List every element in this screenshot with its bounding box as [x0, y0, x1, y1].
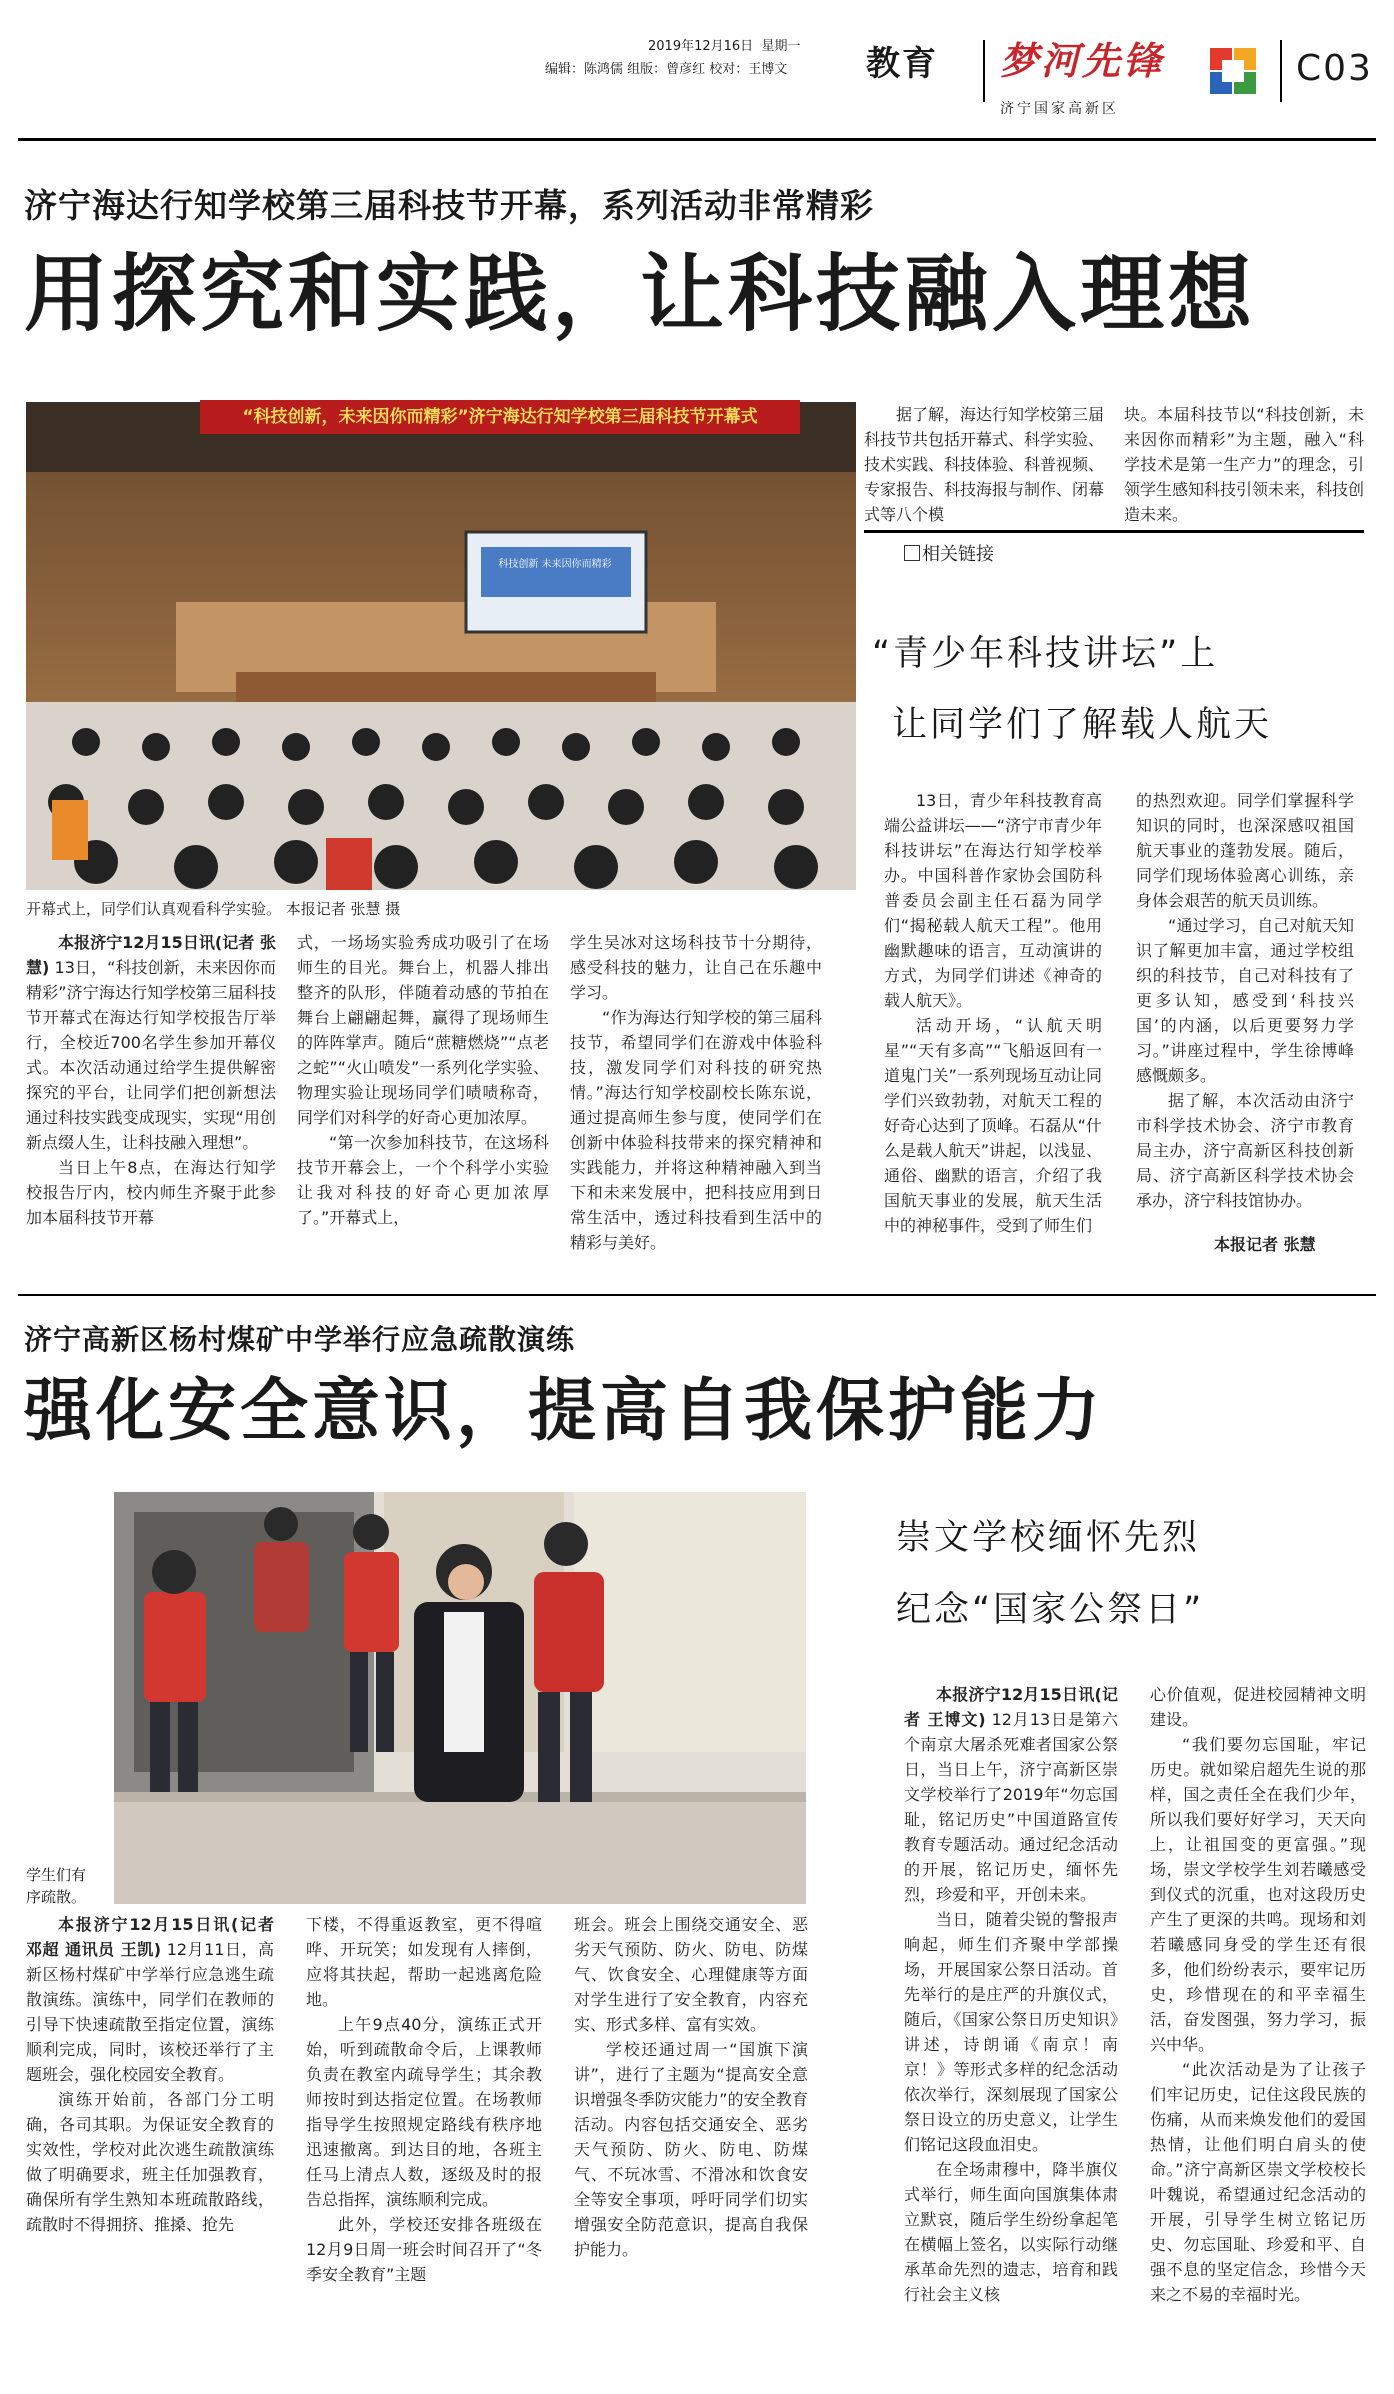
article1-col2: [297, 930, 549, 1230]
masthead-staff: 编辑：陈鸿儒 组版：曾彦红 校对：王博文: [545, 62, 788, 77]
article1-col1: [26, 930, 276, 1230]
paragraph: “此次活动是为了让孩子们牢记历史，记住这段民族的伤痛，从而来焕发他们的爱国热情，让他们明白肩头的使命。”济宁高新区崇文学校校长叶魏说，希望通过纪念活动的开展，引导学生树立铭记历史、勿忘国耻、珍爱和平、自强不息的坚定信念，珍惜今天来之不易的幸福时光。: [1150, 2060, 1366, 2304]
article1-screen-text: 科技创新 未来因你而精彩: [498, 559, 612, 570]
section-divider: [18, 1294, 1376, 1296]
masthead-rule: [18, 138, 1376, 141]
paragraph: 学校还通过周一“国旗下演讲”，进行了主题为“提高安全意识增强冬季防灾能力”的安全教育活动。内容包括交通安全、恶劣天气预防、防火、防电、防煤气、不玩冰雪、不滑冰和饮食安全等安全事项，呼吁同学们切实增强安全防范意识，提高自我保护能力。: [574, 2040, 808, 2259]
article3-title-1: 崇文学校缅怀先烈: [896, 1518, 1201, 1558]
paragraph: “我们要勿忘国耻，牢记历史。就如梁启超先生说的那样，国之责任全在我们少年，所以我们要好好学习，天天向上，让祖国变的更富强。”现场，崇文学校学生刘若曦感受到仪式的沉重，也对这段历史产生了更深的共鸣。现场和刘若曦感同身受的学生还有很多，他们纷纷表示，要牢记历史，珍惜现在的和平幸福生活，奋发图强，努力学习，振兴中华。: [1150, 1735, 1366, 2054]
paragraph: “第一次参加科技节，在这场科技节开幕会上，一个个科学小实验让我对科技的好奇心更加浓厚了。”开幕式上，: [297, 1133, 549, 1227]
document-icon: [904, 545, 920, 561]
paragraph: 块。本届科技节以“科技创新，未来因你而精彩”为主题，融入“科学技术是第一生产力”的理念，引领学生感知科技引领未来，科技创造未来。: [1124, 405, 1365, 524]
article3-col1: [904, 1682, 1118, 2307]
paragraph: 的热烈欢迎。同学们掌握科学知识的同时，也深深感叹祖国航天事业的蓬勃发展。随后，同学们现场体验离心训练，亲身体会艰苦的航天员训练。: [1136, 791, 1354, 910]
article2-caption: [26, 1864, 111, 1908]
article2-headline: 强化安全意识，提高自我保护能力: [24, 1372, 1105, 1451]
article1-col4: [864, 402, 1104, 527]
paragraph: “作为海达行知学校的第三届科技节，希望同学们在游戏中体验科技，激发同学们对科技的研究热情。”海达行知学校副校长陈东说，通过提高师生参与度，使同学们在创新中体验科技带来的探究精神和实践能力，并将这种精神融入到当下和未来发展中，把科技应用到日常生活中，透过科技看到生活中的精彩与美好。: [570, 1008, 822, 1252]
article1-kicker: 济宁海达行知学校第三届科技节开幕，系列活动非常精彩: [24, 186, 874, 225]
related-col1: [884, 788, 1102, 1238]
related-label-text: 相关链接: [922, 544, 994, 565]
paragraph: 学生吴冰对这场科技节十分期待，感受科技的魅力，让自己在乐趣中学习。: [570, 933, 822, 1002]
article1-col5: [1124, 402, 1364, 527]
article3-col2: [1150, 1682, 1366, 2307]
issue-weekday: 星期一: [761, 39, 801, 54]
article1-photo: [26, 402, 856, 890]
article1-col3: [570, 930, 822, 1255]
paper-logo: 梦河先锋: [1000, 38, 1165, 83]
issue-date: 2019年12月16日: [648, 39, 754, 54]
paragraph: 班会。班会上围绕交通安全、恶劣天气预防、防火、防电、防煤气、饮食安全、心理健康等方面对学生进行了安全教育，内容充实、形式多样、富有实效。: [574, 1915, 808, 2034]
paragraph: 据了解，海达行知学校第三届科技节共包括开幕式、科学实验、技术实践、科技体验、科普视频、专家报告、科技海报与制作、闭幕式等八个模: [864, 405, 1105, 524]
paragraph: [904, 1682, 1118, 1907]
paragraph: 上午9点40分，演练正式开始，听到疏散命令后，上课教师负责在教室内疏导学生；其余教师按时到达指定位置。在场教师指导学生按照规定路线有秩序地迅速撤离。到达目的地，各班主任马上清点人数，逐级及时的报告总指挥，演练顺利完成。: [306, 2015, 542, 2209]
article1-headline: 用探究和实践，让科技融入理想: [24, 245, 1257, 343]
paragraph-text: 13日，“科技创新，未来因你而精彩”济宁海达行知学校第三届科技节开幕式在海达行知学校报告厅举行，全校近700名学生参加开幕仪式。本次活动通过给学生提供解密探究的平台，让同学们把创新想法通过科技实践变成现实，实现“用创新点缀人生，让科技融入理想”。: [26, 958, 276, 1152]
related-col2: [1136, 788, 1354, 1213]
article1-caption: 开幕式上，同学们认真观看科学实验。 本报记者 张慧 摄: [26, 900, 401, 918]
paragraph: 据了解，本次活动由济宁市科学技术协会、济宁市教育局主办，济宁高新区科技创新局、济宁高新区科学技术协会承办，济宁科技馆协办。: [1136, 1091, 1354, 1210]
paragraph: 演练开始前，各部门分工明确，各司其职。为保证安全教育的实效性，学校对此次逃生疏散演练做了明确要求，班主任加强教育，确保所有学生熟知本班疏散路线，疏散时不得拥挤、推搡、抢先: [26, 2090, 274, 2234]
article2-photo: [114, 1492, 806, 1904]
paragraph: 活动开场，“认航天明星”“天有多高”“飞船返回有一道鬼门关”一系列现场互动让同学们兴致勃勃，对航天工程的好奇心达到了顶峰。石磊从“什么是载人航天”讲起，以浅显、通俗、幽默的语言，介绍了我国航天事业的发展，航天生活中的神秘事件，受到了师生们: [884, 1016, 1102, 1235]
paragraph: 在全场肃穆中，降半旗仪式举行，师生面向国旗集体肃立默哀，随后学生纷纷拿起笔在横幅上签名，以实际行动继承革命先烈的遗志，培育和践行社会主义核: [904, 2160, 1118, 2304]
paragraph: 13日，青少年科技教育高端公益讲坛——“济宁市青少年科技讲坛”在海达行知学校举办。中国科普作家协会国防科普委员会副主任石磊为同学们“揭秘载人航天工程”。他用幽默趣味的语言，互动演讲的方式，为同学们讲述《神奇的载人航天》。: [884, 791, 1102, 1010]
paragraph-text: 12月13日是第六个南京大屠杀死难者国家公祭日，当日上午，济宁高新区崇文学校举行了2019年“勿忘国耻，铭记历史”中国道路宣传教育专题活动。通过纪念活动的开展，铭记历史，缅怀先烈，珍爱和平，开创未来。: [904, 1710, 1118, 1904]
paragraph: 当日，随着尖锐的警报声响起，师生们齐聚中学部操场，开展国家公祭日活动。首先举行的是庄严的升旗仪式，随后，《国家公祭日历史知识》讲述，诗朗诵《南京！南京！》等形式多样的纪念活动依次举行，深刻展现了国家公祭日设立的历史意义，让学生们铭记这段血泪史。: [904, 1910, 1118, 2154]
caption-line: 学生们有: [26, 1866, 87, 1884]
masthead-divider: [983, 40, 985, 102]
article2-col1: [26, 1912, 274, 2237]
masthead-divider-2: [1280, 40, 1282, 102]
paragraph: 此外，学校还安排各班级在12月9日周一班会时间召开了“冬季安全教育”主题: [306, 2215, 542, 2284]
related-link-label: [904, 540, 994, 566]
paragraph: [26, 1912, 274, 2087]
related-title-2: 让同学们了解载人航天: [892, 705, 1273, 745]
related-byline: 本报记者 张慧: [1214, 1235, 1316, 1254]
dateline: 本报济宁12月15日讯(记者 邓超 通讯员 王凯): [26, 1915, 274, 1959]
dateline: 本报济宁12月15日讯(记者 张慧): [26, 933, 276, 977]
article1-banner: “科技创新，未来因你而精彩”济宁海达行知学校第三届科技节开幕式: [200, 400, 800, 434]
page-number: C03: [1296, 48, 1373, 89]
paper-subtitle: 济宁国家高新区: [1000, 101, 1119, 117]
paragraph: 下楼，不得重返教室，更不得喧哗、开玩笑；如发现有人摔倒，应将其扶起，帮助一起逃离危险地。: [306, 1915, 542, 2009]
paragraph: [26, 930, 276, 1155]
brand-emblem: [1208, 46, 1258, 96]
article2-kicker: 济宁高新区杨村煤矿中学举行应急疏散演练: [24, 1323, 576, 1356]
paragraph: 式，一场场实验秀成功吸引了在场师生的目光。舞台上，机器人排出整齐的队形，伴随着动感的节拍在舞台上翩翩起舞，赢得了现场师生的阵阵掌声。随后“蔗糖燃烧”“点老之蛇”“火山喷发”一系列化学实验、物理实验让现场同学们啧啧称奇，同学们对科学的好奇心更加浓厚。: [297, 933, 549, 1127]
paragraph: 当日上午8点，在海达行知学校报告厅内，校内师生齐聚于此参加本届科技节开幕: [26, 1158, 276, 1227]
article2-col2: [306, 1912, 542, 2287]
paragraph: “通过学习，自己对航天知识了解更加丰富，通过学校组织的科技节，自己对科技有了更多认知，感受到‘科技兴国’的内涵，以后更要努力学习。”讲座过程中，学生徐博峰感慨颇多。: [1136, 916, 1354, 1085]
paragraph: 心价值观，促进校园精神文明建设。: [1150, 1685, 1366, 1729]
caption-line: 序疏散。: [26, 1888, 87, 1906]
article3-title-2: 纪念“国家公祭日”: [896, 1590, 1205, 1630]
related-title-1: “青少年科技讲坛”上: [872, 634, 1219, 674]
dateline: 本报济宁12月15日讯(记者 王博文): [904, 1685, 1118, 1729]
section-name: 教育: [866, 44, 938, 84]
article2-col3: [574, 1912, 808, 2262]
paragraph-text: 12月11日，高新区杨村煤矿中学举行应急逃生疏散演练。演练中，同学们在教师的引导下快速疏散至指定位置，演练顺利完成，同时，该校还举行了主题班会，强化校园安全教育。: [26, 1940, 274, 2084]
masthead-date: [648, 38, 848, 55]
